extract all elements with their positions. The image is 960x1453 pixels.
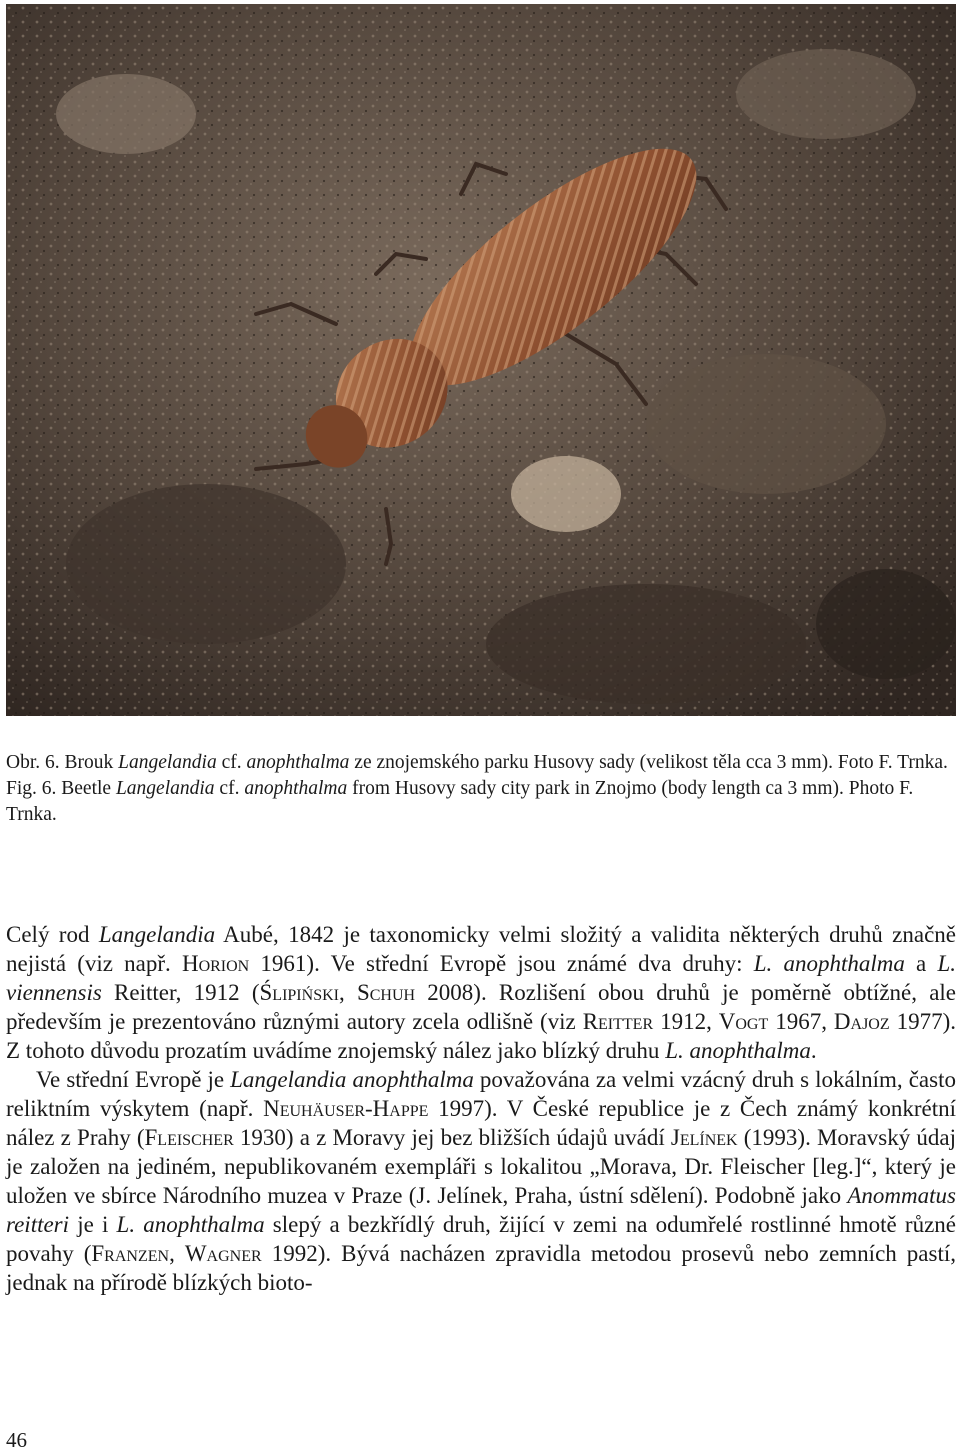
caption-text: ze znojemského parku Husovy sady (velikost těla cca 3 mm). Foto F. Trnka. [349,752,948,773]
paragraph-2 [6,1065,956,1297]
taxon-name: L. anophthalma [116,1212,265,1237]
text-run: (1993). Moravský údaj je založen na jediném, nepublikovaném exempláři s lokalitou „Morava, Dr. Fleischer [leg.]“, který je uložen ve sbírce Národního muzea v Praze (J. Jelínek, Praha, ústní sdělení). Podobně jako [6,1125,956,1208]
figure-photo [6,4,956,716]
author-name: Fleischer [144,1125,234,1150]
taxon-name: L. anophthalma [665,1038,811,1063]
taxon-name: Langelandia anophthalma [230,1067,474,1092]
caption-text: Fig. 6. Beetle [6,778,116,799]
text-run: Ve střední Evropě je [36,1067,231,1092]
author-name: Vogt [718,1009,769,1034]
author-name: Jelínek [670,1125,738,1150]
text-run: 1912, [653,1009,719,1034]
text-run: , [169,1241,185,1266]
text-run: a [904,951,938,976]
caption-english [6,776,956,828]
text-run: . [810,1038,817,1063]
caption-text: Obr. 6. Brouk [6,752,119,773]
caption-text: from Husovy sady city park in Znojmo (body length ca 3 mm). Photo F. Trnka. [6,778,914,825]
text-run: 1992). Bývá nacházen zpravidla metodou prosevů nebo zemních pastí, jednak na přírodě blízkých bioto- [6,1241,956,1295]
author-name: Schuh [356,980,416,1005]
author-name: Horion [181,951,250,976]
taxon-name: L. viennensis [6,951,956,1005]
text-run: 1930) a z Moravy jej bez bližších údajů uvádí [233,1125,671,1150]
text-run: 1967, [768,1009,834,1034]
taxon-name: Langelandia [98,922,216,947]
caption-czech [6,750,956,776]
author-name: Neuhäuser-Happe [263,1096,429,1121]
taxon-name: L. anophthalma [753,951,905,976]
text-run: 1961). Ve střední Evropě jsou známé dva druhy: [249,951,754,976]
beetle-photo-illustration [6,4,956,716]
caption-genus: Langelandia [118,752,217,773]
text-run: Reitter, 1912 ( [101,980,260,1005]
text-run: Celý rod [6,922,99,947]
text-run: považována za velmi vzácný druh s lokálním, často reliktním výskytem (např. [6,1067,956,1121]
text-run: slepý a bezkřídlý druh, žijící v zemi na odumřelé rostlinné hmotě různé povahy ( [6,1212,956,1266]
caption-genus: Langelandia [115,778,215,799]
caption-species: anophthalma [246,752,350,773]
article-body [6,920,956,1297]
author-name: Ślipiński [259,980,339,1005]
author-name: Wagner [184,1241,262,1266]
paragraph-1 [6,920,956,1065]
caption-text: cf. [216,752,247,773]
text-run: 2008). Rozlišení obou druhů je poměrně obtížné, ale především je prezentováno různými autory zcela odlišně (viz [6,980,957,1034]
figure-caption [6,750,956,828]
page-number: 46 [6,1428,27,1452]
author-name: Reitter [582,1009,654,1034]
caption-text: cf. [214,778,245,799]
text-run: 1997). V České republice je z Čech známý konkrétní nález z Prahy ( [6,1096,956,1150]
author-name: Dajoz [833,1009,890,1034]
author-name: Franzen [91,1241,170,1266]
caption-species: anophthalma [244,778,348,799]
text-run: , [338,980,357,1005]
text-run: je i [69,1212,117,1237]
text-run: Aubé, 1842 je taxonomicky velmi složitý a validita některých druhů značně nejistá (viz např. [6,922,956,976]
taxon-name: Anommatus reitteri [6,1183,956,1237]
text-run: 1977). Z tohoto důvodu prozatím uvádíme znojemský nález jako blízký druhu [6,1009,956,1063]
